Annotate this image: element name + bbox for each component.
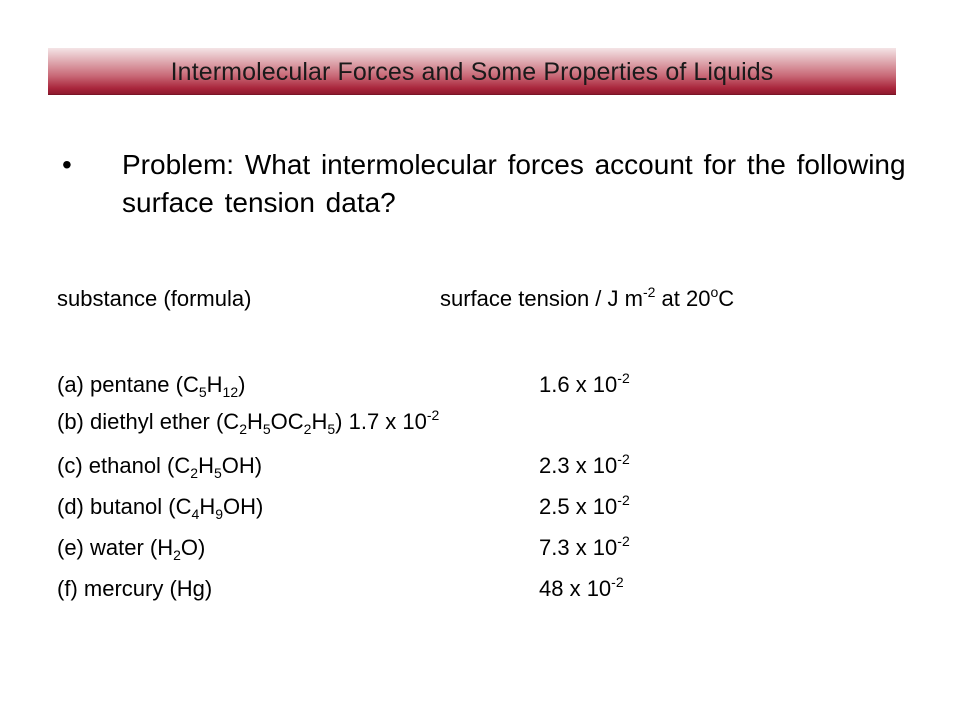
substance-pentane: (a) pentane $(C_5H_{12})$ — [57, 372, 246, 400]
value-butanol: 2.5 x $10^{-2}$ — [539, 492, 630, 519]
bullet-marker: • — [62, 149, 72, 180]
value-diethyl-ether: 1.7 x $10^{-2}$ — [342, 407, 440, 434]
substance-column-header: substance (formula) — [57, 286, 252, 311]
value-water: 7.3 x $10^{-2}$ — [539, 533, 630, 560]
substance-water: (e) water $(H_2O)$ — [57, 535, 206, 563]
substance-mercury: (f) mercury (Hg) — [57, 576, 213, 601]
substance-butanol: (d) butanol $(C_4H_9OH)$ — [57, 494, 264, 522]
value-ethanol: 2.3 x $10^{-2}$ — [539, 451, 630, 478]
slide-title: Intermolecular Forces and Some Properties of Liquids — [170, 58, 774, 86]
substance-diethyl-ether: (b) diethyl ether $(C_2H_5OC_2H_5)$ 1.7 x $10^{-2}$ — [57, 407, 440, 437]
value-mercury: 48 x $10^{-2}$ — [539, 574, 624, 601]
surface-tension-column-header: surface tension / J $m^{-2}$ at 20$^o$C — [440, 284, 735, 311]
substance-ethanol: (c) ethanol $(C_2H_5OH)$ — [57, 453, 263, 481]
problem-statement: Problem: What intermolecular forces account for the following surface tension data? — [122, 149, 906, 218]
title-bar — [48, 48, 896, 95]
value-pentane: 1.6 x $10^{-2}$ — [539, 370, 630, 397]
